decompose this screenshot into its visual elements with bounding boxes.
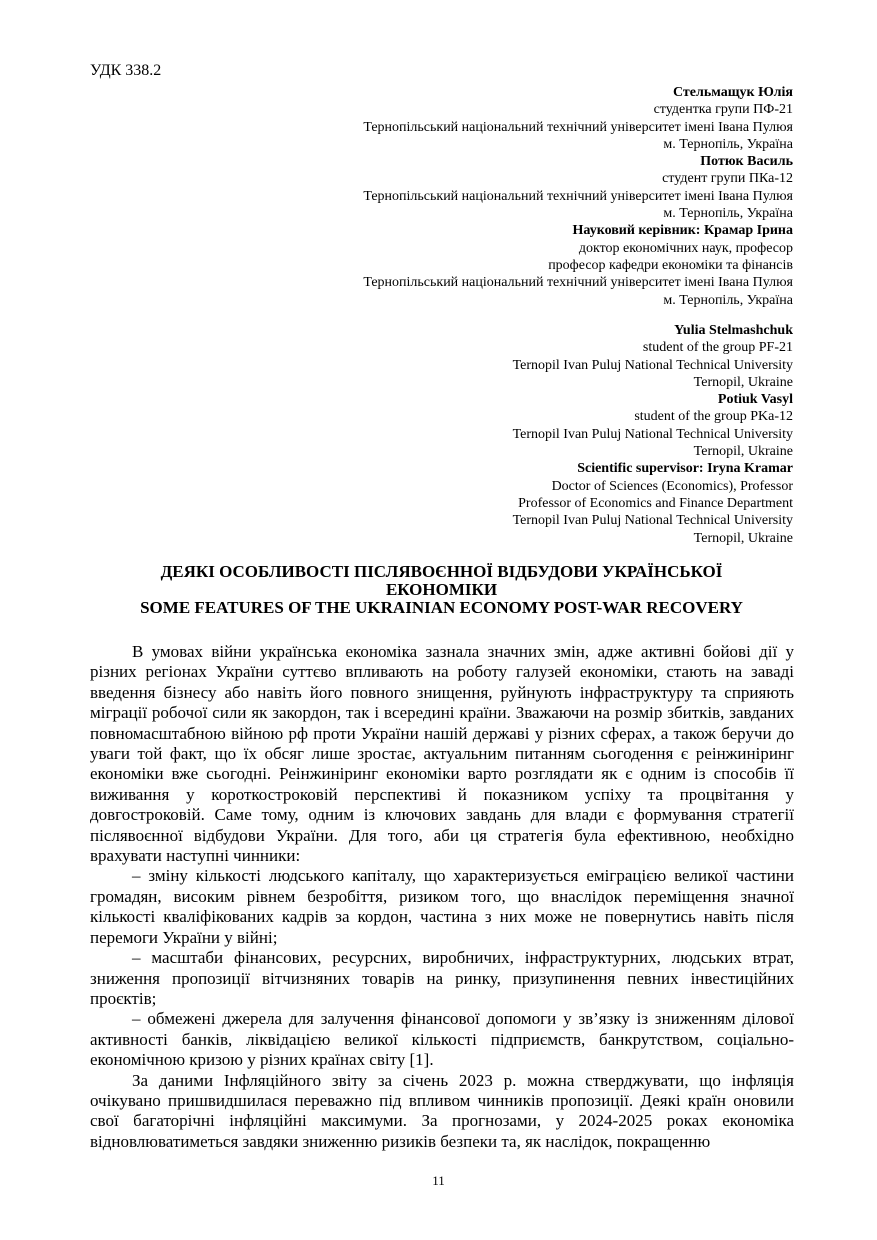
author-detail: м. Тернопіль, Україна xyxy=(663,136,793,152)
author-detail: student of the group PF-21 xyxy=(642,340,793,356)
author-detail: student of the group PKa-12 xyxy=(634,409,793,425)
author-detail: м. Тернопіль, Україна xyxy=(663,206,793,222)
author-detail: Ternopil Ivan Puluj National Technical University xyxy=(512,513,793,529)
author-block-ukrainian xyxy=(93,84,793,309)
author-detail: Ternopil Ivan Puluj National Technical University xyxy=(512,426,793,442)
author-detail: Ternopil Ivan Puluj National Technical University xyxy=(512,357,793,373)
author-detail: м. Тернопіль, Україна xyxy=(663,292,793,308)
paragraph-inflation: За даними Інфляційного звіту за січень 2023 р. можна стверджувати, що інфляція очікувано пришвидшилася переважно під впливом чинників пропозиції. Деякі країн оновили свої багаторічні інфляційні максимуми. За прогнозами, у 2024-2025 роках економіка відновлюватиметься завдяки зниженню ризиків безпеки та, як наслідок, покращенню xyxy=(90,1070,794,1151)
paragraph-intro: В умовах війни українська економіка зазнала значних змін, адже активні бойові дії у різних регіонах України суттєво впливають на роботу галузей економіки, стають на заваді введення бізнесу або навіть його повного знищення, руйнують інфраструктуру та сприяють міграції робочої сили як закордон, так і всередині країни. Зважаючи на розмір збитків, завданих повномасштабною війною рф проти України нашій державі у різних сферах, а також беручи до уваги той факт, що їх обсяг лише зростає, актуальним питанням сьогодення є реінжиніринг економіки вже сьогодні. Реінжиніринг економіки варто розглядати як є одним із способів її виживання у короткостроковій перспективі й показником успіху та процвітання у довгостроковій. Саме тому, одним із ключових завдань для влади є формування стратегії післявоєнної відбудови України. Для того, аби ця стратегія була ефективною, необхідно врахувати наступні чинники: xyxy=(90,642,794,866)
article-title xyxy=(90,563,793,617)
author-detail: Ternopil, Ukraine xyxy=(693,444,793,460)
author-detail: Тернопільський національний технічний університет імені Івана Пулюя xyxy=(363,188,793,204)
author-detail: Doctor of Sciences (Economics), Professor xyxy=(551,478,793,494)
author-name: Стельмащук Юлія xyxy=(673,85,793,100)
title-english: SOME FEATURES OF THE UKRAINIAN ECONOMY POST-WAR RECOVERY xyxy=(140,598,743,617)
author-detail: Тернопільський національний технічний університет імені Івана Пулюя xyxy=(363,275,793,291)
author-detail: Professor of Economics and Finance Department xyxy=(518,495,793,511)
author-detail: студентка групи ПФ-21 xyxy=(653,102,793,118)
article-body xyxy=(90,642,794,1152)
author-detail: професор кафедри економіки та фінансів xyxy=(548,257,793,273)
author-detail: Ternopil, Ukraine xyxy=(693,530,793,546)
author-detail: доктор економічних наук, професор xyxy=(578,240,793,256)
page-number: 11 xyxy=(432,1173,445,1188)
list-item-losses: – масштаби фінансових, ресурсних, виробничих, інфраструктурних, людських втрат, зниження пропозиції вітчизняних товарів на ринку, призупинення певних інвестиційних проєктів; xyxy=(90,948,794,1008)
author-detail: Ternopil, Ukraine xyxy=(693,374,793,390)
title-ukrainian-line-2: ЕКОНОМІКИ xyxy=(385,580,498,599)
list-item-human-capital: – зміну кількості людського капіталу, що характеризується еміграцією великої частини громадян, високим рівнем безробіття, ризиком того, що внаслідок переміщення значної кількості кваліфікованих кадрів за кордон, частина з них може не повернутись навіть після перемоги України у війні; xyxy=(90,866,794,947)
list-item-financing: – обмежені джерела для залучення фінансової допомоги у зв’язку із зниженням ділової активності банків, ліквідацією великої кількості підприємств, банкрутством, соціально-економічною кризою у різних країнах світу [1]. xyxy=(90,1009,794,1070)
author-name: Potiuk Vasyl xyxy=(717,392,793,408)
author-detail: студент групи ПКа-12 xyxy=(662,171,793,187)
title-ukrainian-line-1: ДЕЯКІ ОСОБЛИВОСТІ ПІСЛЯВОЄННОЇ ВІДБУДОВИ УКРАЇНСЬКОЇ xyxy=(160,562,723,581)
author-name: Scientific supervisor: Iryna Kramar xyxy=(577,461,793,477)
author-detail: Тернопільський національний технічний університет імені Івана Пулюя xyxy=(363,119,793,135)
author-name: Науковий керівник: Крамар Ірина xyxy=(572,223,793,239)
author-name: Потюк Василь xyxy=(700,154,793,170)
author-block-english xyxy=(93,322,793,547)
udc-code: УДК 338.2 xyxy=(90,62,162,79)
author-name: Yulia Stelmashchuk xyxy=(674,323,793,338)
